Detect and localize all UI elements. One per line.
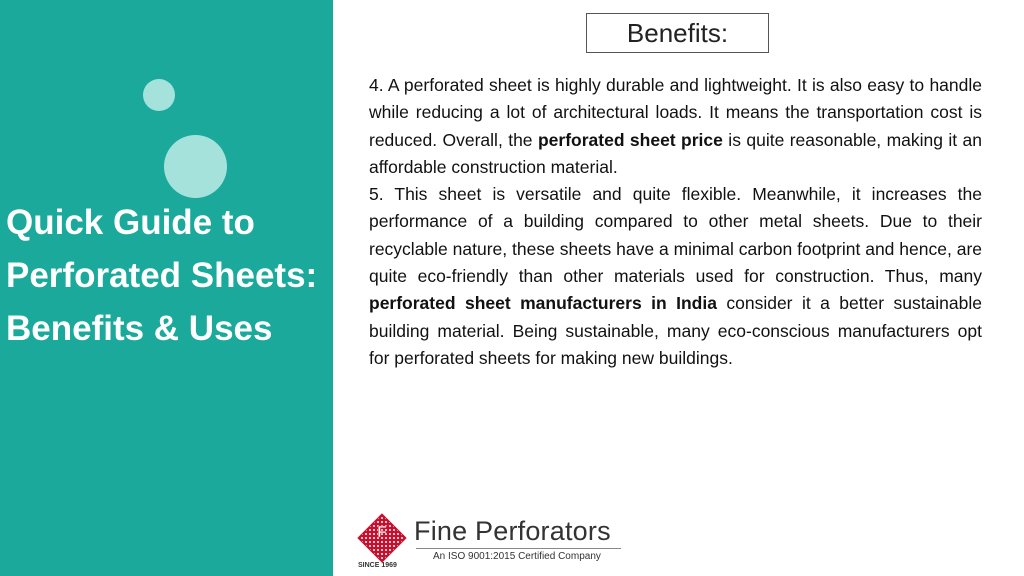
- text-segment: consider it a better sustainable building material. Being sustainable, many eco-conscious manufacturers opt for perforated sheets for making new buildings.: [369, 293, 982, 368]
- text-segment: 4. A perforated sheet is highly durable and lightweight. It is also easy to handle while reducing a lot of architectural loads. It means the transportation cost is reduced. Overall, the: [369, 75, 982, 150]
- brand-name: Fine Perforators: [414, 516, 611, 546]
- paragraph-4: [369, 72, 982, 181]
- decorative-circle-large: [164, 135, 227, 198]
- text-segment: is quite reasonable, making it an affordable construction material.: [369, 129, 983, 177]
- keyword-link: perforated sheet manufacturers in India: [369, 293, 717, 314]
- decorative-circle-small: [143, 79, 175, 111]
- text-segment: 5. This sheet is versatile and quite flexible. Meanwhile, it increases the performance of a building compared to other metal sheets. Due to their recyclable nature, these sheets have a minimal carbon footprint and hence, are quite eco-friendly than other materials used for construction. Thus, many: [369, 184, 982, 287]
- title-line-2: Perforated Sheets:: [6, 256, 318, 295]
- page-title: [6, 196, 330, 355]
- title-line-1: Quick Guide to: [6, 203, 255, 242]
- title-line-3: Benefits & Uses: [6, 309, 273, 348]
- since-label: SINCE 1969: [358, 562, 397, 569]
- brand-tagline: An ISO 9001:2015 Certified Company: [433, 551, 601, 562]
- sidebar-panel: [0, 0, 333, 576]
- logo-letter: F: [377, 524, 387, 541]
- section-heading: Benefits:: [586, 13, 769, 53]
- body-text: [369, 72, 982, 372]
- keyword-link: perforated sheet price: [537, 129, 723, 150]
- company-logo: [356, 512, 626, 572]
- brand-divider: [416, 548, 621, 549]
- paragraph-5: [369, 181, 982, 372]
